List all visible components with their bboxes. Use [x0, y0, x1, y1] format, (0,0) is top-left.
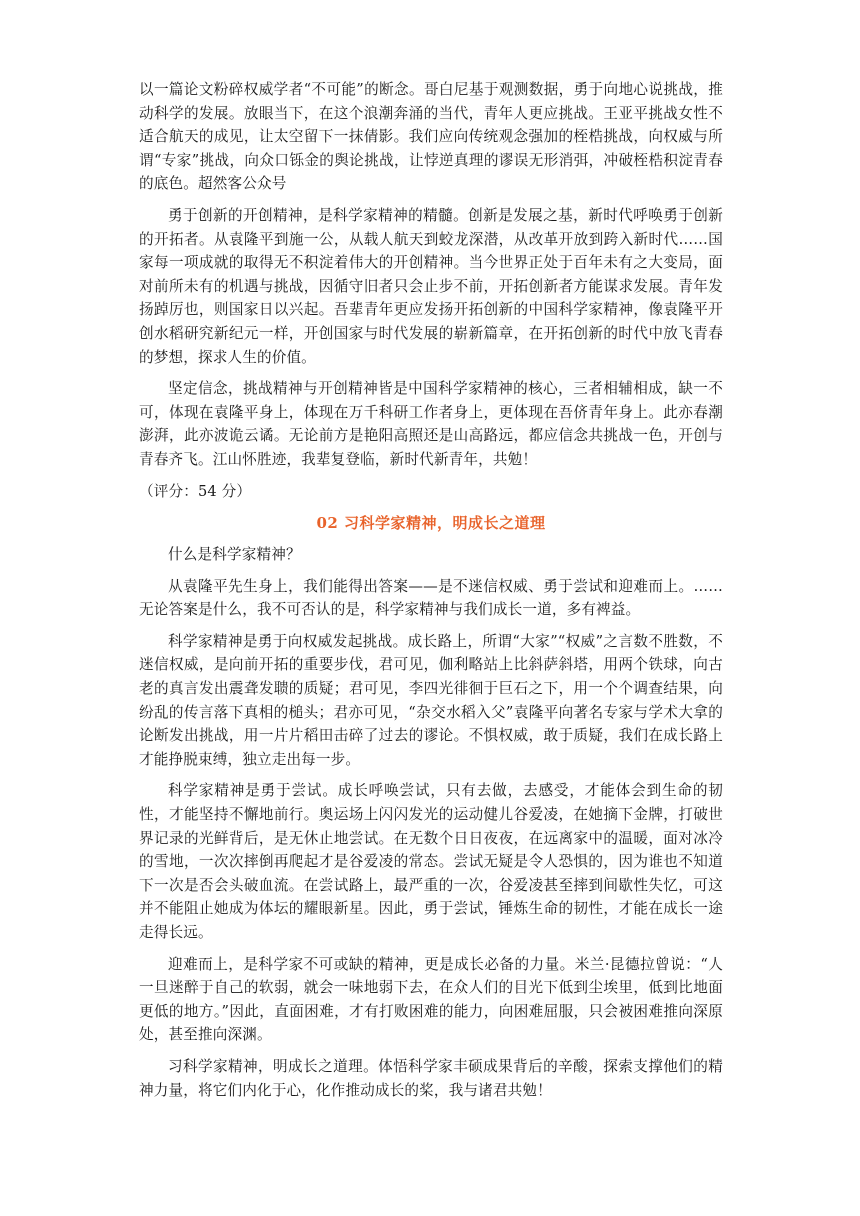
section-heading: 02 习科学家精神，明成长之道理 — [316, 514, 546, 533]
paragraph-challenge-spirit: 以一篇论文粉碎权威学者“不可能”的断念。哥白尼基于观测数据，勇于向地心说挑战，推动科学的发展。放眼当下，在这个浪潮奔涌的当代，青年人更应挑战。王亚平挑战女性不适合航天的成见，让太空留下一抹倩影。我们应向传统观念强加的桎梏挑战，向权威与所谓“专家”挑战，向众口铄金的舆论挑战，让悖逆真理的谬误无形消弭，冲破桎梏积淀青春的底色。超然客公众号 — [139, 81, 723, 193]
score-label: （评分：54 分） — [139, 482, 252, 500]
paragraph-closing: 习科学家精神，明成长之道理。体悟科学家丰硕成果背后的辛酸，探索支撑他们的精神力量，将它们内化于心，化作推动成长的桨，我与诸君共勉！ — [139, 1057, 723, 1099]
paragraph-answer: 从袁隆平先生身上，我们能得出答案——是不迷信权威、勇于尝试和迎难而上。……无论答案是什么，我不可否认的是，科学家精神与我们成长一道，多有裨益。 — [139, 577, 723, 619]
paragraph-question: 什么是科学家精神？ — [168, 546, 301, 564]
paragraph-conclusion: 坚定信念，挑战精神与开创精神皆是中国科学家精神的核心，三者相辅相成，缺一不可，体现在袁隆平身上，体现在万千科研工作者身上，更体现在吾侪青年身上。此亦春潮澎湃，此亦波诡云谲。无论前方是艳阳高照还是山高路远，都应信念共挑战一色，开创与青春齐飞。江山怀胜迹，我辈复登临，新时代新青年，共勉！ — [139, 380, 723, 468]
paragraph-courage-to-try: 科学家精神是勇于尝试。成长呼唤尝试，只有去做，去感受，才能体会到生命的韧性，才能坚持不懈地前行。奥运场上闪闪发光的运动健儿谷爱凌，在她摘下金牌，打破世界记录的光鲜背后，是无休止地尝试。在无数个日日夜夜，在远离家中的温暖，面对冰冷的雪地，一次次摔倒再爬起才是谷爱凌的常态。尝试无疑是令人恐惧的，因为谁也不知道下一次是否会头破血流。在尝试路上，最严重的一次，谷爱凌甚至摔到间歇性失忆，可这并不能阻止她成为体坛的耀眼新星。因此，勇于尝试，锤炼生命的韧性，才能在成长一途走得长远。 — [139, 782, 723, 941]
paragraph-face-difficulty: 迎难而上，是科学家不可或缺的精神，更是成长必备的力量。米兰·昆德拉曾说：“人一旦迷醉于自己的软弱，就会一味地弱下去，在众人们的目光下低到尘埃里，低到比地面更低的地方。”因此，直面困难，才有打败困难的能力，向困难屈服，只会被困难推向深原处，甚至推向深渊。 — [139, 955, 723, 1044]
paragraph-challenge-authority: 科学家精神是勇于向权威发起挑战。成长路上，所谓“大家”“权威”之言数不胜数，不迷信权威，是向前开拓的重要步伐，君可见，伽利略站上比斜萨斜塔，用两个铁球，向古老的真言发出震聋发聩的质疑；君可见，李四光徘徊于巨石之下，用一个个调查结果，向纷乱的传言落下真相的槌头；君亦可见，“杂交水稻入父”袁隆平向著名专家与学术大拿的论断发出挑战，用一片片稻田击碎了过去的谬论。不惧权威，敢于质疑，我们在成长路上才能挣脱束缚，独立走出每一步。 — [139, 632, 723, 768]
paragraph-innovation-spirit: 勇于创新的开创精神，是科学家精神的精髓。创新是发展之基，新时代呼唤勇于创新的开拓者。从袁隆平到施一公，从载人航天到蛟龙深潜，从改革开放到跨入新时代……国家每一项成就的取得无不积淀着伟大的开创精神。当今世界正处于百年未有之大变局，面对前所未有的机遇与挑战，因循守旧者只会止步不前，开拓创新者方能谋求发展。青年发扬踔厉也，则国家日以兴起。吾辈青年更应发扬开拓创新的中国科学家精神，像袁隆平开创水稻研究新纪元一样，开创国家与时代发展的崭新篇章，在开拓创新的时代中放飞青春的梦想，探求人生的价值。 — [139, 206, 723, 366]
